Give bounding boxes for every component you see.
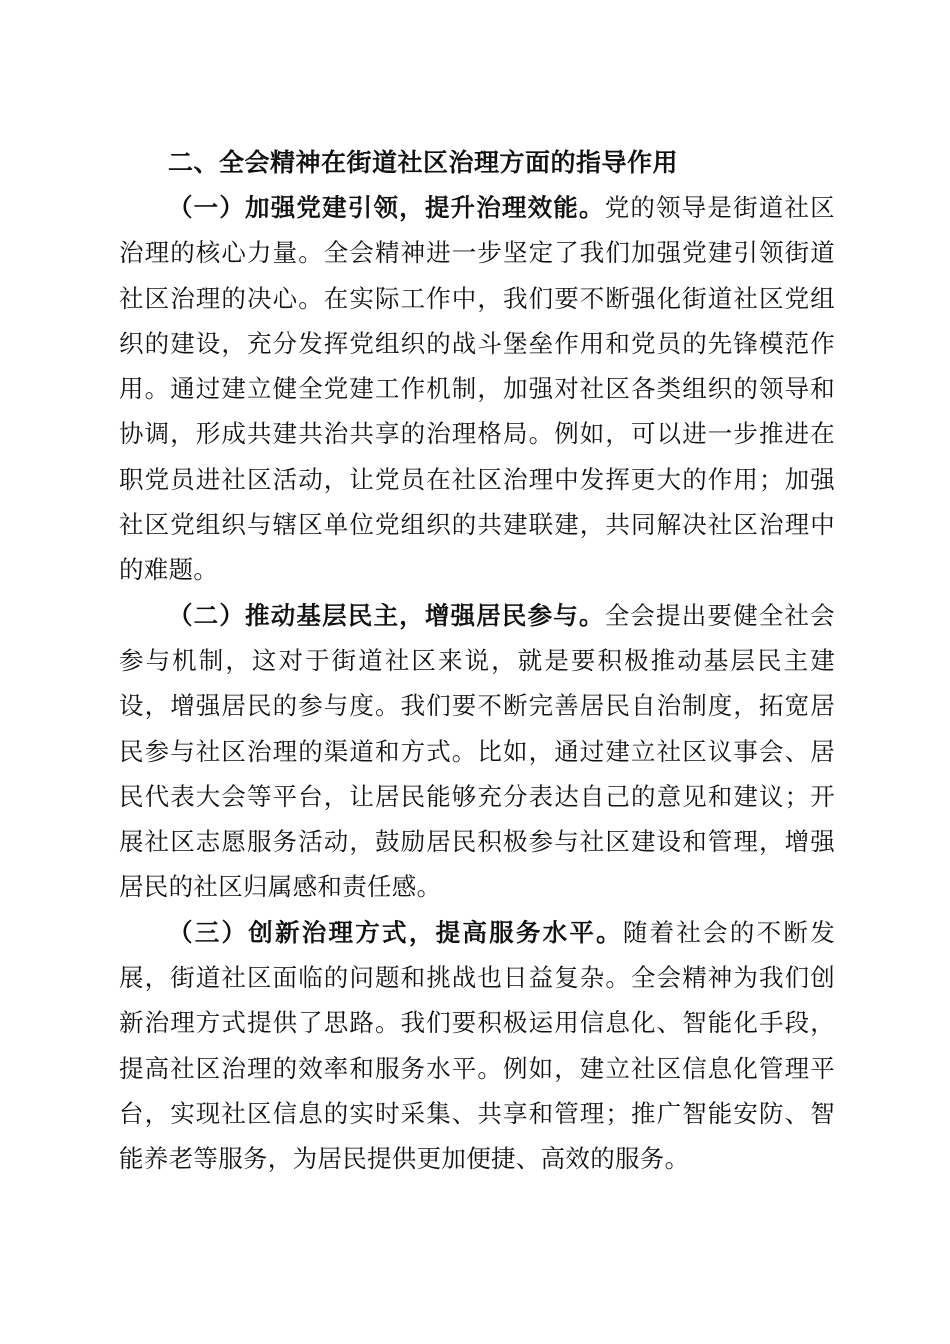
paragraph-lead: （三）创新治理方式，提高服务水平。 bbox=[168, 917, 623, 947]
paragraph-text: 随着社会的不断发展，街道社区面临的问题和挑战也日益复杂。全会精神为我们创新治理方式提供了思路。我们要积极运用信息化、智能化手段，提高社区治理的效率和服务水平。例如，建立社区信息化管理平台，实现社区信息的实时采集、共享和管理；推广智能安防、智能养老等服务，为居民提供更加便捷、高效的服务。 bbox=[119, 917, 835, 1174]
paragraph-lead: （二）推动基层民主，增强居民参与。 bbox=[168, 600, 605, 630]
paragraph-innovative-governance bbox=[119, 910, 835, 1182]
paragraph-lead: （一）加强党建引领，提升治理效能。 bbox=[168, 193, 605, 222]
section-heading: 二、全会精神在街道社区治理方面的指导作用 bbox=[168, 148, 679, 177]
paragraph-text: 党的领导是街道社区治理的核心力量。全会精神进一步坚定了我们加强党建引领街道社区治理的决心。在实际工作中，我们要不断强化街道社区党组织的建设，充分发挥党组织的战斗堡垒作用和党员的先锋模范作用。通过建立健全党建工作机制，加强对社区各类组织的领导和协调，形成共建共治共享的治理格局。例如，可以进一步推进在职党员进社区活动，让党员在社区治理中发挥更大的作用；加强社区党组织与辖区单位党组织的共建联建，共同解决社区治理中的难题。 bbox=[119, 193, 835, 585]
document-body bbox=[119, 140, 835, 1182]
paragraph-grassroots-democracy bbox=[119, 593, 835, 910]
paragraph-party-building bbox=[119, 185, 835, 593]
paragraph-text: 全会提出要健全社会参与机制，这对于街道社区来说，就是要积极推动基层民主建设，增强居民的参与度。我们要不断完善居民自治制度，拓宽居民参与社区治理的渠道和方式。比如，通过建立社区议事会、居民代表大会等平台，让居民能够充分表达自己的意见和建议；开展社区志愿服务活动，鼓励居民积极参与社区建设和管理，增强居民的社区归属感和责任感。 bbox=[119, 600, 835, 902]
